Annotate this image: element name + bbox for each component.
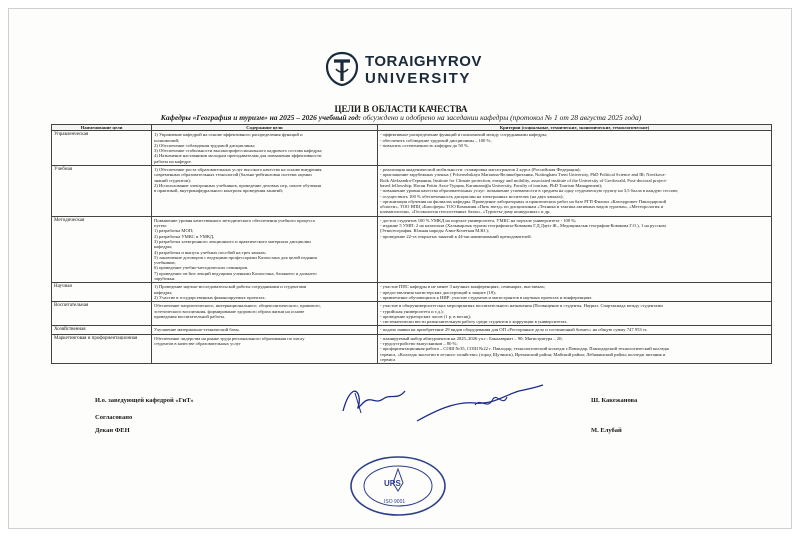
goal-content-line: 1) Проведение научно-исследовательской работы сотрудниками и студентами: [154, 284, 307, 290]
stamp-center-text: URS: [384, 479, 401, 488]
goal-content-line: студентов в качестве образовательных услуг: [154, 340, 241, 346]
goal-name-cell: [52, 166, 152, 217]
subtitle-bold: Кафедры «География и туризм» на 2025 – 2026 учебный год:: [160, 113, 362, 122]
goal-content-line: зарубежья.: [154, 276, 176, 282]
goal-criteria-line: (Этногеография. Южная народы Азии-Кочеткая М.Ю.);: [380, 228, 490, 234]
goal-name: Воспитательная: [54, 303, 89, 309]
goal-content-line: современных образовательных технологий (бально-рейтинговая система оценки: [154, 172, 312, 178]
goal-criteria-line: - подача заявки на приобретение 29 видов оборудования для ОП «Ресторанное дело и гостиничный бизнес» на общую сумму 747 953 тг.: [380, 327, 648, 333]
agreed-label: Согласовано: [95, 414, 133, 421]
table-row: [52, 283, 772, 302]
goal-name: Хозяйственная: [54, 327, 86, 333]
signatory-name-2: М. Елубай: [591, 427, 622, 434]
goal-criteria-line: - осуществить 100 % обеспеченность дисциплин на электронных носителях (на двух языках);: [380, 193, 564, 199]
goal-name: Научная: [54, 284, 72, 290]
table-row: [52, 302, 772, 326]
goal-content-line: проведения воспитательной работы.: [154, 313, 226, 319]
goal-content-line: Улучшение материально-технической базы.: [154, 327, 240, 333]
goal-name-cell: [52, 334, 152, 363]
goal-criteria-line: - систематически вести разъяснительную работу среди студентов о коррупции в университетах.: [380, 319, 568, 325]
table-row: [52, 166, 772, 217]
goal-content-line: работы на кафедре.: [154, 158, 192, 164]
header-goal-name: Наименование цели: [52, 125, 152, 131]
goal-criteria-line: - издание 5 УМП: 2 на казахском (Халыкарлык туризм географиясы-Ковакова Г.Д Дауіт Ж., Медициналык география-Ковакова Г.О.), 1 на русском: [380, 223, 666, 229]
goal-criteria-line: Roik Aleksandra-Германия, Institute for Climate protection, energy and mobility, associated institute of the University of Greifswald, Post-doctoral project-: [380, 177, 668, 183]
goal-criteria-cell: [378, 302, 772, 326]
goal-content-line: 1) Управление кафедрой на основе эффективного распределения функций и: [154, 132, 303, 138]
goal-content-line: знаний студентов);: [154, 177, 191, 183]
goal-content-line: 1) Обеспечение роста образовательных услуг высокого качества на основе внедрения: [154, 167, 322, 173]
goal-criteria-line: - профориентационная работа – СОШ №35, СОШ №22 г. Павлодар, технологический колледж г.Павлодар, Павлодарский технологический колледж: [380, 346, 670, 352]
goal-criteria-line: - реализация академической мобильности: стажировка магистрантов 2 курса (Российская Федерация);: [380, 167, 581, 173]
handwritten-signature-icon: [339, 383, 409, 417]
goal-content-line: полномочий;: [154, 137, 180, 143]
table-row: [52, 326, 772, 334]
goal-criteria-line: - проведение кураторских часов (1 р. в месяц);: [380, 313, 472, 319]
goal-criteria-cell: [378, 283, 772, 302]
goal-criteria-line: - повысить остепененность кафедры до 50 %.: [380, 142, 470, 148]
goal-content-cell: [152, 166, 378, 217]
goal-criteria-line: - обеспечить соблюдение трудовой дисциплины – 100 %;: [380, 137, 492, 143]
goal-content-cell: [152, 283, 378, 302]
goal-criteria-line: - проведение 22-та открытых занятий в 44-ми наименований преподавателей.: [380, 233, 532, 239]
dean-title: Декан ФЕН: [95, 427, 130, 434]
goal-content-cell: [152, 216, 378, 283]
goal-content-line: 5) заключение договоров с ведущими профессорами Казахстана для целей издания: [154, 254, 317, 260]
toraighyrov-logo-icon: [325, 51, 359, 87]
table-row: [52, 334, 772, 363]
table-row: [52, 131, 772, 166]
stamp-iso-text: ISO 9001: [384, 499, 406, 505]
goal-criteria-line: - организация обучения на филиалах кафедры. Проведение лабораторных и практических работ на базе РГП Филиал «Казгидромет Павлодарской: [380, 198, 667, 204]
goal-criteria-line: климатология», «Геоэкология геосистемных базах», «Туристы-даму конкурсных» и др.: [380, 209, 551, 215]
goal-criteria-line: области», ТОО НПЦ «Биосфера» ТОО Компания «Пять звезд» по дисциплинам «Техника и тактика активных видов туризма», «Метеорология и: [380, 204, 664, 210]
subtitle-italic: обсуждено и одобрено на заседании кафедры (протокол № 1 от 28 августа 2025 года): [361, 113, 642, 122]
logo-text-line1: TORAIGHYROV: [365, 53, 482, 70]
goal-name-cell: [52, 131, 152, 166]
goal-name-cell: [52, 326, 152, 334]
goal-content-line: в практикой, внутрикафедрального контроля проведения занятий;: [154, 188, 284, 194]
goal-content-line: кафедры;: [154, 244, 173, 250]
goal-content-line: 2) Обеспечение соблюдения трудовой дисциплины;: [154, 142, 255, 148]
goal-criteria-cell: [378, 216, 772, 283]
goal-name: Маркетинговая и профориентационная: [54, 335, 138, 341]
goal-criteria-line: - предоставления магистерских диссертаций к защите (18);: [380, 289, 496, 295]
goal-criteria-line: - эффективное распределение функций и полномочий между сотрудниками кафедры;: [380, 132, 548, 138]
goal-content-line: Обеспечение патриотического, интернационального, общеполитического, правового,: [154, 303, 321, 309]
goal-content-line: 3) разработка электронного лекционного и практического материала дисциплин: [154, 238, 311, 244]
document-page: [8, 8, 792, 529]
goal-criteria-cell: [378, 334, 772, 363]
goal-content-line: путем:: [154, 223, 167, 229]
goal-content-line: 3) Обеспечение стабильности высокопрофессионального кадрового состава кафедры;: [154, 148, 323, 154]
goal-name: Учебная: [54, 167, 73, 173]
header-criteria: Критерии (социальные, технические, экономические, технологические): [378, 125, 772, 131]
goal-criteria-line: - повышение уровня качества образовательных услуг: повышение успеваемости в среднем на одну студенческую группу на 3,5 балла в каждую сессию;: [380, 188, 679, 194]
table-row: [52, 216, 772, 283]
goal-content-line: 2) Использование электронных учебников, проведение деловых игр, сквозе обучения: [154, 182, 322, 188]
goal-content-line: Повышение уровня качественного методического обеспечения учебного процесса: [154, 217, 315, 223]
goal-criteria-cell: [378, 326, 772, 334]
goal-content-line: 2) Участие в государственных финансируемых проектах.: [154, 294, 266, 300]
goal-criteria-line: сервиса: [380, 356, 396, 362]
handwritten-signature-2-icon: [415, 381, 545, 425]
quality-goals-table: [51, 124, 772, 364]
goal-criteria-line: - привлечение обучающихся к НИР: участие студентов и магистрантов в научных проектах и конференциях.: [380, 294, 593, 300]
goal-content-line: 4) Назначение наставников молодым преподавателям для повышения эффективности: [154, 153, 322, 159]
document-title: ЦЕЛИ В ОБЛАСТИ КАЧЕСТВА: [334, 104, 468, 114]
goal-criteria-line: based fellowship; Насан Fettin Атал-Турция, Karamanoğlu University, Faculty of tourism, PhD Tourism Management);: [380, 182, 603, 188]
goal-criteria-line: - достоп студентов 100 % УМКД на портале университета, УМКС на портале университета - 100 %;: [380, 217, 577, 223]
goal-criteria-line: - участие в общеуниверситетских мероприятиях воспитательного назначения (Посвящение в студенты, Наурыз, Спартакиада между студентами: [380, 303, 663, 309]
goal-content-line: 1) разработка МОП;: [154, 228, 194, 234]
goal-criteria-cell: [378, 131, 772, 166]
goal-content-line: 7) проведение on-line лекций ведущими учеными Казахстана, ближнего и дальнего: [154, 270, 317, 276]
goal-content-cell: [152, 302, 378, 326]
logo-text-line2: UNIVERSITY: [365, 70, 472, 87]
goal-content-line: 2) разработка УМКС и УМКД,: [154, 233, 215, 239]
goal-criteria-line: - трудоустройство выпускников – 80 %;: [380, 340, 458, 346]
goal-content-cell: [152, 326, 378, 334]
goal-criteria-cell: [378, 166, 772, 217]
header-goal-content: Содержание цели: [152, 125, 378, 131]
university-logo: [325, 51, 495, 87]
goal-criteria-line: - приглашение зарубежных ученых ( Pcherezhskaya Marianna-Великобритания, Nottingham Trent University, PhD Political Science and IR; Novikova-: [380, 172, 666, 178]
signatory-name-1: Ш. Какежанова: [591, 397, 638, 404]
goal-content-cell: [152, 334, 378, 363]
goal-content-line: 4) разработка и выпуск учебных пособий на трех языках;: [154, 249, 267, 255]
goal-criteria-line: - планируемый набор абитуриентов на 2025–2026 уч.г.: Бакалавриат – 90; Магистратура – 20;: [380, 335, 563, 341]
goal-name-cell: [52, 283, 152, 302]
goal-criteria-line: - участие ППС кафедры в не менее 3 научных конференциях, семинарах, выставках;: [380, 284, 546, 290]
goal-criteria-line: - турийская университета и т.д.);: [380, 308, 444, 314]
goal-name: Управленческая: [54, 132, 89, 138]
goal-content-line: эстетического воспитания, формирование здорового образа жизни на основе: [154, 308, 305, 314]
goal-content-line: кафедры;: [154, 289, 173, 295]
goal-name-cell: [52, 302, 152, 326]
goal-content-line: 6) проведение учебно-методических семинаров.: [154, 265, 249, 271]
goal-content-line: Обеспечение лидерства на рынке труда регионального образования по числу: [154, 335, 305, 341]
document-subtitle: [9, 113, 793, 122]
goal-content-line: учебников;: [154, 260, 176, 266]
goal-name: Методическая: [54, 217, 85, 223]
goal-name-cell: [52, 216, 152, 283]
signatory-title-left: И.о. заведующей кафедрой «ГиТ»: [95, 397, 194, 404]
goal-criteria-line: сервиса, «Колледж экологии в лесного хозяйства» (город Щучинск), Иртышский район; Майский район; Лебяжинский район; колледж питания и: [380, 351, 666, 357]
goal-content-cell: [152, 131, 378, 166]
